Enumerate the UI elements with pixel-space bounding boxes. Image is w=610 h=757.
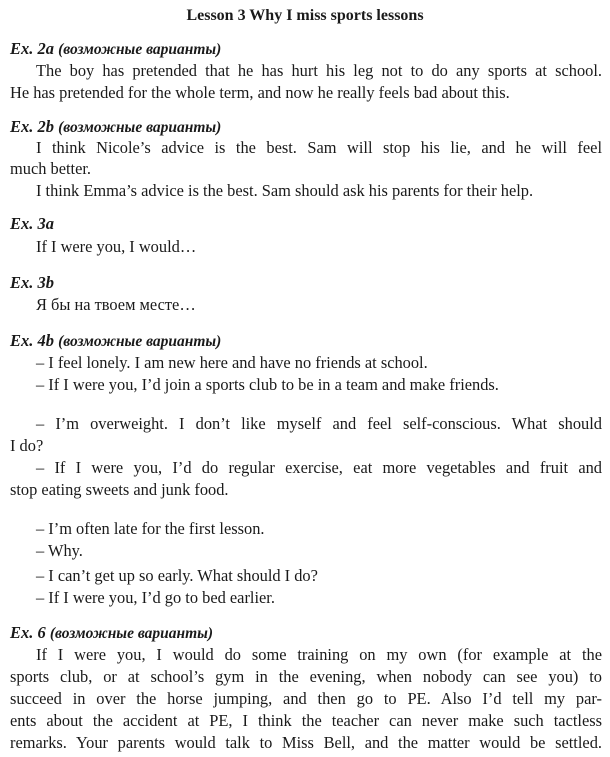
paragraph-line: I think Emma’s advice is the best. Sam should ask his parents for their help. xyxy=(36,181,534,200)
dialogue-line: – Why. xyxy=(36,541,83,560)
exercise-label: Ex. 2a xyxy=(10,39,55,58)
dialogue-line: – If I were you, I’d join a sports club to be in a team and make friends. xyxy=(36,375,499,394)
dialogue-line: – If I were you, I’d do regular exercise, eat more vegetables and fruit and xyxy=(36,458,602,477)
page-title: Lesson 3 Why I miss sports lessons xyxy=(186,7,424,24)
exercise-label: Ex. 4b xyxy=(10,331,55,350)
exercise-label: Ex. 3a xyxy=(10,214,55,233)
exercise-3b-heading xyxy=(10,272,54,293)
exercise-note: (возможные варианты) xyxy=(58,333,222,350)
exercise-3a-heading xyxy=(10,213,54,234)
exercise-note: (возможные варианты) xyxy=(49,625,214,642)
paragraph-line: Я бы на твоем месте… xyxy=(36,295,196,314)
exercise-note: (возможные варианты) xyxy=(58,41,222,58)
paragraph-line: sports club, or at school’s gym in the evening, when nobody can see you) to xyxy=(10,667,602,686)
paragraph-line: He has pretended for the whole term, and now he really feels bad about this. xyxy=(10,83,510,102)
dialogue-line: – I’m often late for the first lesson. xyxy=(36,519,265,538)
exercise-label: Ex. 2b xyxy=(10,117,55,136)
paragraph-line: much better. xyxy=(10,159,92,178)
paragraph-line: I think Nicole’s advice is the best. Sam will stop his lie, and he will feel xyxy=(36,138,602,157)
paragraph-line: If I were you, I would… xyxy=(36,237,197,256)
paragraph-line: succeed in over the horse jumping, and then go to PE. Also I’d tell my par- xyxy=(10,689,602,708)
exercise-4b-heading xyxy=(10,330,221,352)
exercise-label: Ex. 6 xyxy=(10,623,46,642)
paragraph-line: The boy has pretended that he has hurt his leg not to do any sports at school. xyxy=(36,61,602,80)
dialogue-line: – I feel lonely. I am new here and have no friends at school. xyxy=(36,353,428,372)
exercise-2b-heading xyxy=(10,116,221,138)
exercise-6-heading xyxy=(10,622,213,644)
exercise-note: (возможные варианты) xyxy=(58,119,222,136)
dialogue-line: – I can’t get up so early. What should I do? xyxy=(36,566,318,585)
dialogue-line: stop eating sweets and junk food. xyxy=(10,480,229,499)
exercise-label: Ex. 3b xyxy=(10,273,55,292)
dialogue-line: – If I were you, I’d go to bed earlier. xyxy=(36,588,275,607)
exercise-2a-heading xyxy=(10,38,221,60)
paragraph-line: remarks. Your parents would talk to Miss Bell, and the matter would be settled. xyxy=(10,733,602,752)
paragraph-line: If I were you, I would do some training on my own (for example at the xyxy=(36,645,602,664)
paragraph-line: ents about the accident at PE, I think the teacher can never make such tactless xyxy=(10,711,602,730)
dialogue-line: – I’m overweight. I don’t like myself and feel self-conscious. What should xyxy=(36,414,602,433)
dialogue-line: I do? xyxy=(10,436,44,455)
